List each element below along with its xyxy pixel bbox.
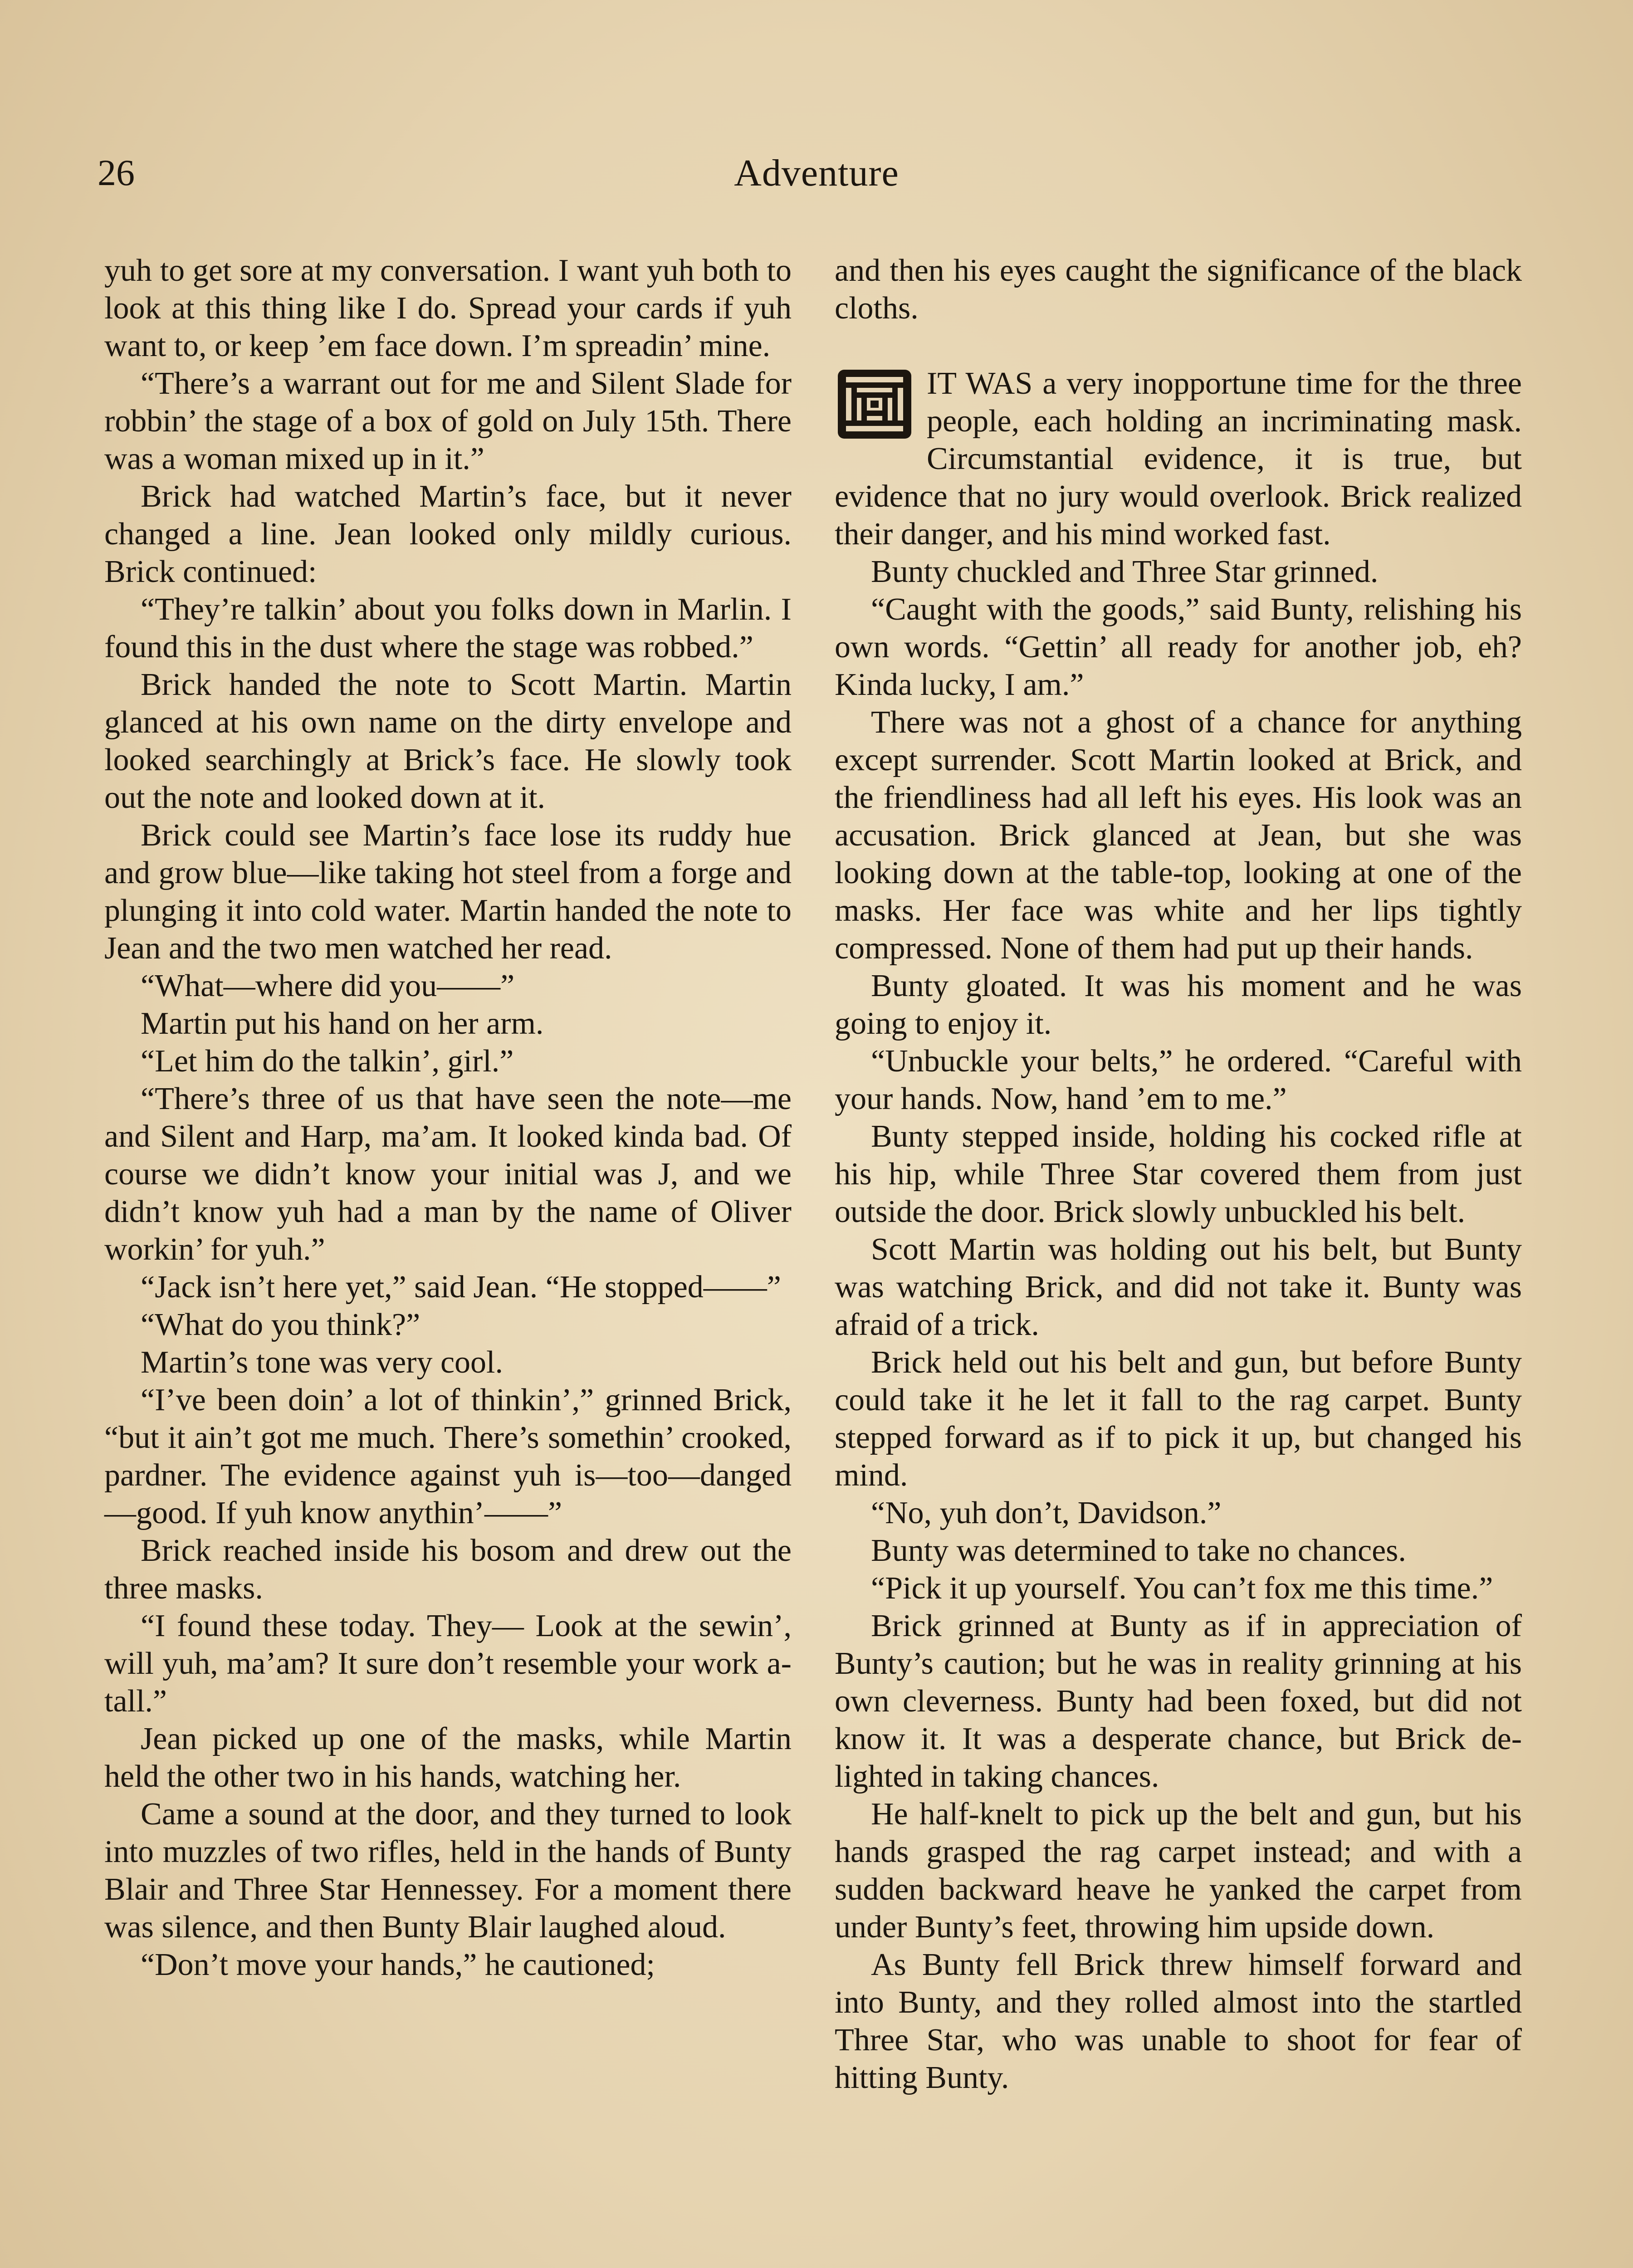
right-text-column: [835, 252, 1522, 2097]
paragraph: Brick had watched Martin’s face, but it never changed a line. Jean looked only mildly curious. Brick continued:: [104, 479, 792, 589]
paragraph: “No, yuh don’t, Davidson.”: [871, 1496, 1222, 1530]
paragraph: “Don’t move your hands,” he cautioned;: [141, 1947, 655, 1982]
paragraph: and then his eyes caught the significance of the black cloths.: [835, 253, 1522, 326]
page-number: 26: [98, 152, 135, 193]
paragraph: “I’ve been doin’ a lot of thinkin’,” grinned Brick, “but it ain’t got me much. There’s somethin’ crooked, pardner. The evidence against yuh is—too—danged—good. If yuh know anythin’——”: [104, 1383, 792, 1530]
paragraph: There was not a ghost of a chance for anything except surrender. Scott Martin looked at Brick, and the friendliness had all left his eyes. His look was an accusation. Brick glanced at Jean, but she was looking down at the table-top, looking at one of the masks. Her face was white and her lips tightly compressed. None of them had put up their hands.: [835, 705, 1522, 966]
paragraph: Bunty gloated. It was his moment and he was going to enjoy it.: [835, 968, 1522, 1041]
paragraph: Brick grinned at Bunty as if in appreciation of Bunty’s caution; but he was in reality grinning at his own cleverness. Bunty had been foxed, but did not know it. It was a desperate chance, but Brick delighted in taking chances.: [835, 1608, 1522, 1794]
paragraph: Brick could see Martin’s face lose its ruddy hue and grow blue—like taking hot steel from a forge and plunging it into cold water. Martin handed the note to Jean and the two men watched her read.: [104, 818, 792, 966]
paragraph: “I found these today. They— Look at the sewin’, will yuh, ma’am? It sure don’t resemble your work a-tall.”: [104, 1608, 792, 1719]
paragraph: Brick held out his belt and gun, but before Bunty could take it he let it fall to the rag carpet. Bunty stepped forward as if to pick it up, but changed his mind.: [835, 1345, 1522, 1493]
paragraph: Scott Martin was holding out his belt, but Bunty was watching Brick, and did not take it. Bunty was afraid of a trick.: [835, 1232, 1522, 1342]
running-head-title: Adventure: [734, 152, 899, 194]
paragraph: Martin’s tone was very cool.: [141, 1345, 503, 1380]
paragraph: “What do you think?”: [141, 1307, 420, 1342]
paragraph: He half-knelt to pick up the belt and gun, but his hands grasped the rag carpet instead; and with a sudden backward heave he yanked the carpet from under Bunty’s feet, throwing him upside down.: [835, 1797, 1522, 1945]
paragraph: Brick reached inside his bosom and drew out the three masks.: [104, 1533, 792, 1606]
paragraph: Bunty was determined to take no chances.: [871, 1533, 1406, 1568]
paragraph: “What—where did you——”: [141, 968, 515, 1003]
paragraph: “Pick it up yourself. You can’t fox me this time.”: [871, 1571, 1493, 1606]
paragraph: “Let him do the talkin’, girl.”: [141, 1044, 514, 1079]
paragraph: “Unbuckle your belts,” he ordered. “Careful with your hands. Now, hand ’em to me.”: [835, 1044, 1522, 1116]
paragraph: Bunty chuckled and Three Star grinned.: [871, 554, 1379, 589]
paragraph: Martin put his hand on her arm.: [141, 1006, 544, 1041]
paragraph: “There’s a warrant out for me and Silent Slade for robbin’ the stage of a box of gold on July 15th. There was a woman mixed up in it.”: [104, 366, 792, 476]
paragraph: Came a sound at the door, and they turned to look into muzzles of two rifles, held in the hands of Bunty Blair and Three Star Hennessey. For a moment there was silence, and then Bunty Blair laughed aloud.: [104, 1797, 792, 1945]
left-text-column: [104, 252, 792, 1984]
paragraph: “Caught with the goods,” said Bunty, relishing his own words. “Gettin’ all ready for another job, eh? Kinda lucky, I am.”: [835, 592, 1522, 702]
paragraph: yuh to get sore at my conversation. I want yuh both to look at this thing like I do. Spread your cards if yuh want to, or keep ’em face down. I’m spreadin’ mine.: [104, 253, 792, 363]
paragraph: Bunty stepped inside, holding his cocked rifle at his hip, while Three Star covered them from just outside the door. Brick slowly unbuckled his belt.: [835, 1119, 1522, 1229]
paragraph: “Jack isn’t here yet,” said Jean. “He stopped——”: [141, 1270, 781, 1305]
section-opening-paragraph: [835, 365, 1522, 553]
paragraph: Brick handed the note to Scott Martin. Martin glanced at his own name on the dirty envelope and looked searchingly at Brick’s face. He slowly took out the note and looked down at it.: [104, 667, 792, 815]
paragraph: “They’re talkin’ about you folks down in Marlin. I found this in the dust where the stage was robbed.”: [104, 592, 792, 665]
paragraph: As Bunty fell Brick threw himself forward and into Bunty, and they rolled almost into the startled Three Star, who was unable to shoot for fear of hitting Bunty.: [835, 1947, 1522, 2095]
paragraph: “There’s three of us that have seen the note—me and Silent and Harp, ma’am. It looked kinda bad. Of course we didn’t know your initial was J, and we didn’t know yuh had a man by the name of Oliver workin’ for yuh.”: [104, 1081, 792, 1267]
ornamental-section-mark-icon: [835, 367, 914, 441]
section-opening-text: IT WAS a very inopportune time for the three people, each holding an incriminating mask. Circumstantial evidence, it is true, but evidence that no jury would overlook. Brick realized their danger, and his mind worked fast.: [835, 366, 1522, 552]
paragraph: Jean picked up one of the masks, while Martin held the other two in his hands, watching her.: [104, 1721, 792, 1794]
